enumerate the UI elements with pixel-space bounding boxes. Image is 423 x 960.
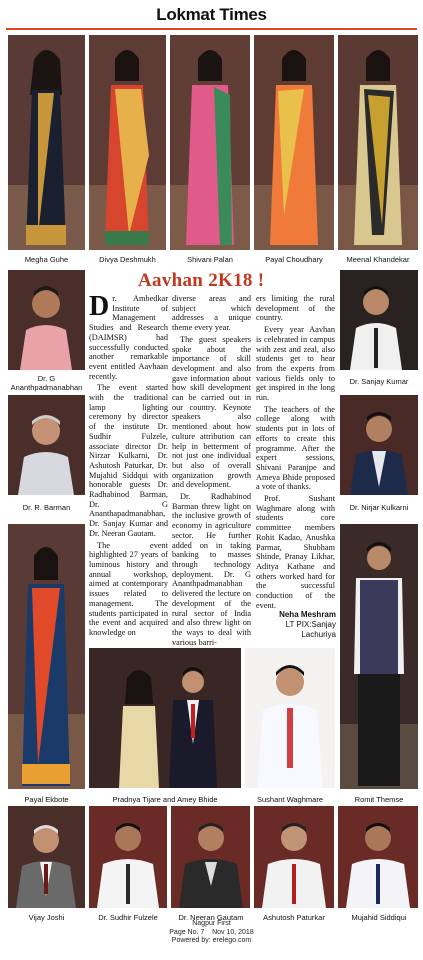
photo-vijay-joshi xyxy=(8,806,85,908)
caption-romit-themse: Romit Themse xyxy=(354,795,404,804)
caption-shivani-palan: Shivani Palan xyxy=(187,255,233,264)
caption-pradnya-amey: Pradnya Tijare and Amey Bhide xyxy=(112,795,218,804)
photo-sanjay-kumar xyxy=(340,270,418,370)
photo-shivani-palan xyxy=(170,35,250,250)
caption-megha-guhe: Megha Guhe xyxy=(24,255,69,264)
article-paragraph: Prof. Sushant Waghmare along with students core committee members Rohit Kadao, Anushka Parmar, Shubham Shinde, Pranay Likhar, Aditya Kathane and others worked hard for the successful conduction of the event. xyxy=(256,494,335,610)
photo-mujahid-siddiqui xyxy=(338,806,418,908)
masthead xyxy=(0,0,423,30)
article-paragraph: diverse areas and subject which addresses a unique theme every year. xyxy=(172,294,251,333)
photo-neeran-gautam xyxy=(171,806,250,908)
article-paragraph: The event started with the traditional lamp lighting ceremony by director of the institute Dr. Sudhir Fulzele, associate director Dr. Nirzar Kulkarni, Dr. Ashutosh Paturkar, Dr. Mujahid Siddqui with honorable guests Dr. Radhabinod Barman, Dr. G Ananthapadmanabhan, Dr. Sanjay Kumar and Dr. Neeran Gautam. xyxy=(89,383,168,538)
photo-sudhir-fulzele xyxy=(89,806,167,908)
caption-ananthpadmanabhan: Dr. G Ananthpadmanabhan xyxy=(10,374,83,392)
photo-payal-ekbote xyxy=(8,524,85,789)
article-column-2 xyxy=(172,294,251,647)
article-paragraph: r. Ambedkar Institute of Management Studies and Research (DAIMSR) had successfully conducted another remarkable event entitled Aavhaan recently. xyxy=(89,294,168,381)
photo-romit-themse xyxy=(340,524,418,789)
photo-pradnya-amey xyxy=(89,648,241,788)
photo-divya-deshmukh xyxy=(89,35,166,250)
caption-payal-ekbote: Payal Ekbote xyxy=(24,795,69,804)
caption-divya-deshmukh: Divya Deshmukh xyxy=(99,255,156,264)
caption-vijay-joshi: Vijay Joshi xyxy=(28,913,65,922)
powered-by: Powered by: erelego.com xyxy=(171,937,252,944)
caption-ashutosh-paturkar: Ashutosh Paturkar xyxy=(263,913,325,922)
caption-sanjay-kumar: Dr. Sanjay Kumar xyxy=(349,377,409,386)
headline: Aavhan 2K18 ! xyxy=(138,270,265,291)
dropcap: D xyxy=(89,291,110,322)
edition-name: Nagpur First xyxy=(192,920,231,927)
byline-name: Neha Meshram xyxy=(279,610,336,619)
photo-megha-guhe xyxy=(8,35,85,250)
photo-ananthpadmanabhan xyxy=(8,270,85,370)
caption-sudhir-fulzele: Dr. Sudhir Fulzele xyxy=(98,913,158,922)
caption-neeran-gautam: Dr. Neeran Gautam xyxy=(178,913,244,922)
byline xyxy=(256,610,336,640)
photo-r-barman xyxy=(8,395,85,495)
article-paragraph: Every year Aavhan is celebrated in campus with zest and zeal, also students get to hear from the experts from various fields only to get inspired in the long run. xyxy=(256,325,335,403)
article-paragraph: The event highlighted 27 years of luminous history and annual workshop, aimed at contemporary issues related to management. The students participated in the event and acquired knowledge on xyxy=(89,540,168,637)
photo-payal-choudhary xyxy=(254,35,334,250)
article-paragraph: The guest speakers spoke about the importance of skill development and also gave information about how skill development can be carried out in our country. Keynote speakers also mentioned about how culture attribution can help in betterment of not just one individual but also of overall organization growth and development. xyxy=(172,334,251,490)
masthead-rule xyxy=(6,28,417,30)
article-paragraph: Dr. Radhabinod Barman threw light on the inclusive growth of economy in agriculture sector. He further added on in taking banking to masses through technology deployment. Dr. G Ananthpadmanabhan delivered the lecture on development of the rural sector of India and also threw light on the ways to deal with various barri- xyxy=(172,492,251,647)
page-date: Page No. 7 Nov 10, 2018 xyxy=(169,928,254,936)
photo-meenal-khandekar xyxy=(338,35,418,250)
page-footer xyxy=(0,920,423,946)
photo-sushant-waghmare xyxy=(245,648,335,788)
article-paragraph: The teachers of the college along with students put in lots of efforts to create this programme. After the expert sessions, Shivani Paranjpe and Ameya Bhide proposed a vote of thanks. xyxy=(256,404,335,492)
caption-mujahid-siddiqui: Mujahid Siddiqui xyxy=(351,913,407,922)
photo-nirjar-kulkarni xyxy=(340,395,418,495)
caption-nirjar-kulkarni: Dr. Nirjar Kulkarni xyxy=(349,503,409,512)
article-column-3 xyxy=(256,294,335,610)
article-paragraph: ers limiting the rural development of the country. xyxy=(256,294,335,323)
caption-r-barman: Dr. R. Barman xyxy=(22,503,71,512)
photo-ashutosh-paturkar xyxy=(254,806,334,908)
caption-sushant-waghmare: Sushant Waghmare xyxy=(256,795,323,804)
masthead-title: Lokmat Times xyxy=(156,5,267,24)
caption-payal-choudhary: Payal Choudhary xyxy=(265,255,323,264)
caption-meenal-khandekar: Meenal Khandekar xyxy=(346,255,410,264)
article-column-1 xyxy=(89,291,168,640)
photo-credit: LT PIX:Sanjay Lachuriya xyxy=(285,620,336,639)
